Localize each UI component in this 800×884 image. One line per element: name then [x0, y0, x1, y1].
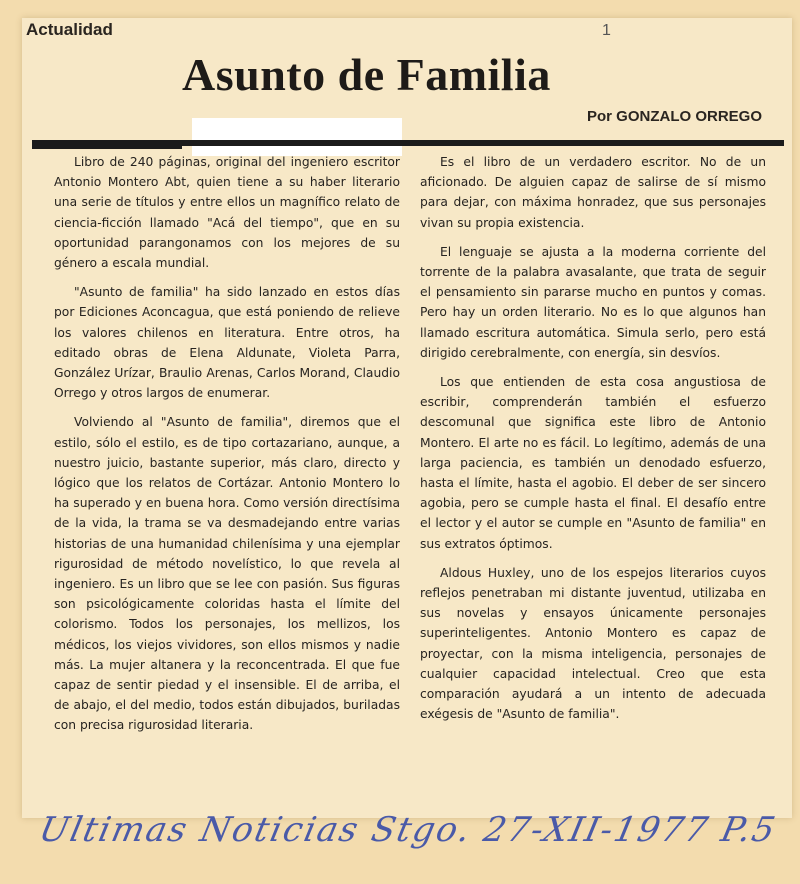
paragraph: Los que entienden de esta cosa angustiosa de escribir, comprenderán también el esfuerzo descomunal que significa este libro de Antonio Montero. El arte no es fácil. Lo legítimo, además de una larga paciencia, es también un denodado esfuerzo, hasta el límite, hasta el agobio. El deber de ser sincero agobia, pero se cumple hasta el final. El desafío entre el lector y el autor se cumple en "Asunto de familia" en sus extratos óptimos. — [420, 375, 766, 551]
article-title: Asunto de Familia — [182, 49, 551, 100]
paragraph: El lenguaje se ajusta a la moderna corriente del torrente de la palabra avasalante, que trata de seguir el pensamiento sin pararse mucho en puntos y comas. Pero hay un orden literario. No es lo que algunos han llamado escritura automática. Simula serlo, pero está dirigido cerebralmente, con energía, sin desvíos. — [420, 244, 766, 360]
article-body — [54, 152, 766, 802]
newspaper-clipping — [22, 18, 792, 818]
header-rule-accent — [32, 146, 182, 149]
right-column — [420, 152, 766, 802]
paragraph: Libro de 240 páginas, original del ingeniero escritor Antonio Montero Abt, quien tiene a su haber literario una serie de títulos y entre ellos un magnífico relato de ciencia-ficción llamado "Acá del tiempo", que en su oportunidad parangonamos con los mejores de su género a escala mundial. — [54, 155, 400, 271]
paragraph: Es el libro de un verdadero escritor. No de un aficionado. De alguien capaz de salirse de sí mismo para dejar, con máxima honradez, que sus personajes vivan su propia existencia. — [420, 155, 766, 230]
corner-mark: 1 — [602, 22, 611, 39]
paragraph: Volviendo al "Asunto de familia", diremos que el estilo, sólo el estilo, es de tipo cortazariano, aunque, a nuestro juicio, bastante superior, más claro, directo y lógico que los relatos de Cortázar. Antonio Montero lo ha superado y en buena hora. Como versión directísima de la vida, la trama se va desmadejando entre varias historias de una humanidad chilenísima y una ejemplar rigurosidad de método novelístico, lo que revela al ingeniero. Es un libro que se lee con pasión. Sus figuras son psicológicamente coloridas hasta el límite del colorismo. Todos los personajes, los mellizos, los médicos, los viejos vividores, son ellos mismos y nadie más. La mujer altanera y la reconcentrada. El que fue capaz de sentir piedad y el insensible. El de arriba, el de abajo, el del medio, todos están dibujados, buriladas con precisa rigurosidad literaria. — [54, 415, 400, 733]
article-byline: Por GONZALO ORREGO — [586, 108, 762, 125]
handwritten-source-note: Ultimas Noticias Stgo. 27-XII-1977 P.5 — [35, 810, 781, 850]
redacted-area — [192, 118, 402, 156]
paragraph: "Asunto de familia" ha sido lanzado en estos días por Ediciones Aconcagua, que está poniendo de relieve los valores chilenos en literatura. Entre otros, ha editado obras de Elena Aldunate, Violeta Parra, González Urízar, Braulio Arenas, Carlos Morand, Claudio Orrego y otros largos de enumerar. — [54, 285, 400, 401]
left-column — [54, 152, 400, 802]
paragraph: Aldous Huxley, uno de los espejos literarios cuyos reflejos penetraban mi distante juventud, utilizaba en sus novelas y ensayos únicamente personajes superinteligentes. Antonio Montero es capaz de proyectar, con la misma inteligencia, personajes de cualquier capacidad intelectual. Creo que esta comparación ayudará a un intento de adecuada exégesis de "Asunto de familia". — [420, 565, 766, 722]
section-label: Actualidad — [26, 20, 113, 39]
